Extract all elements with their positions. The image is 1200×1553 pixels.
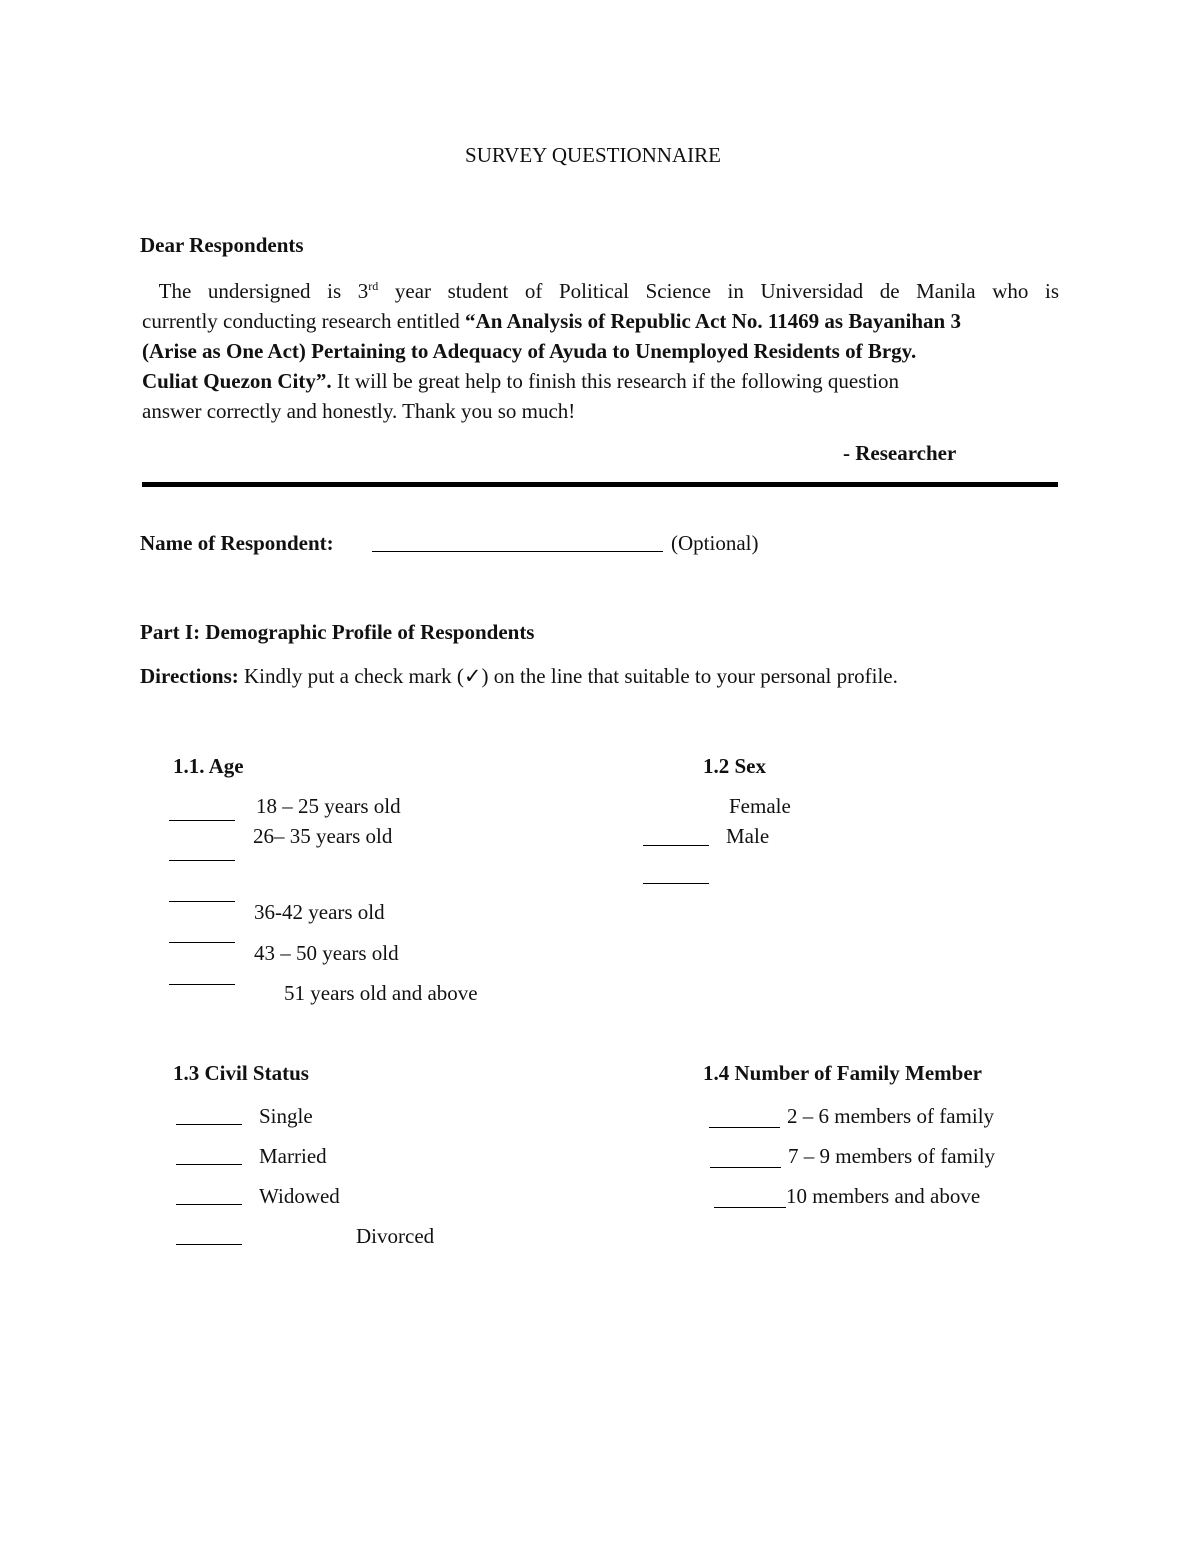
intro-text: It will be great help to finish this research if the following question	[331, 369, 900, 393]
civil-status-option: Single	[259, 1104, 313, 1128]
age-heading: 1.1. Age	[173, 754, 244, 778]
family-members-blank[interactable]	[710, 1167, 781, 1168]
age-blank[interactable]	[169, 860, 235, 861]
sex-option: Female	[729, 794, 791, 818]
family-members-blank[interactable]	[714, 1207, 786, 1208]
civil-status-heading: 1.3 Civil Status	[173, 1061, 309, 1085]
age-option: 26– 35 years old	[253, 824, 393, 848]
civil-status-option: Widowed	[259, 1184, 340, 1208]
family-members-option: 2 – 6 members of family	[787, 1104, 995, 1128]
sex-blank[interactable]	[643, 883, 709, 884]
signature: - Researcher	[843, 441, 957, 465]
optional-note: (Optional)	[671, 531, 759, 555]
intro-paragraph	[142, 276, 1059, 426]
civil-status-option: Married	[259, 1144, 327, 1168]
directions	[140, 664, 898, 689]
research-title-end: Culiat Quezon City”.	[142, 369, 332, 393]
civil-status-option: Divorced	[356, 1224, 435, 1248]
intro-line-4	[142, 366, 1059, 396]
sex-option: Male	[726, 824, 770, 848]
name-field[interactable]	[372, 551, 663, 552]
age-option: 43 – 50 years old	[254, 941, 399, 965]
research-title: “An Analysis of Republic Act No. 11469 as Bayanihan 3	[465, 309, 961, 333]
sex-heading: 1.2 Sex	[703, 754, 766, 778]
research-title-line: (Arise as One Act) Pertaining to Adequacy of Ayuda to Unemployed Residents of Brgy.	[142, 339, 917, 363]
age-option: 51 years old and above	[284, 981, 478, 1005]
age-option: 18 – 25 years old	[256, 794, 401, 818]
intro-line-5: answer correctly and honestly. Thank you so much!	[142, 399, 576, 423]
civil-status-blank[interactable]	[176, 1244, 242, 1245]
age-blank[interactable]	[169, 942, 235, 943]
intro-text: year student of Political Science in Universidad de Manila who is	[378, 279, 1060, 303]
age-option: 36-42 years old	[254, 900, 385, 924]
directions-label: Directions:	[140, 664, 239, 688]
ordinal-suffix: rd	[368, 279, 379, 293]
family-members-option: 10 members and above	[786, 1184, 981, 1208]
sex-blank[interactable]	[643, 845, 709, 846]
name-label: Name of Respondent:	[140, 531, 334, 555]
age-blank[interactable]	[169, 984, 235, 985]
directions-text: Kindly put a check mark (✓) on the line that suitable to your personal profile.	[238, 664, 898, 688]
family-members-option: 7 – 9 members of family	[788, 1144, 996, 1168]
civil-status-blank[interactable]	[176, 1204, 242, 1205]
intro-text: currently conducting research entitled	[142, 309, 466, 333]
age-blank[interactable]	[169, 820, 235, 821]
family-members-blank[interactable]	[709, 1127, 780, 1128]
salutation: Dear Respondents	[140, 233, 304, 257]
section-divider	[142, 482, 1058, 487]
intro-line-2	[142, 306, 1059, 336]
intro-text: The undersigned is 3	[158, 279, 369, 303]
part-heading: Part I: Demographic Profile of Respondents	[140, 620, 535, 644]
intro-line-1	[142, 276, 1059, 306]
family-members-heading: 1.4 Number of Family Member	[703, 1061, 982, 1085]
age-blank[interactable]	[169, 901, 235, 902]
document-title: SURVEY QUESTIONNAIRE	[465, 143, 721, 167]
civil-status-blank[interactable]	[176, 1164, 242, 1165]
civil-status-blank[interactable]	[176, 1124, 242, 1125]
